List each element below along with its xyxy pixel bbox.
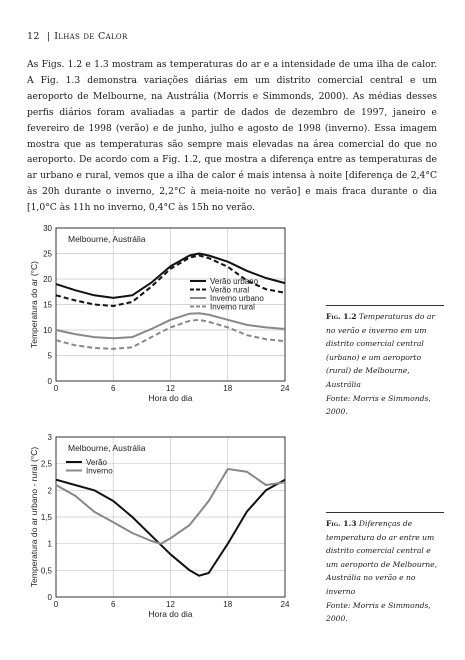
header-separator: | (46, 31, 51, 42)
y-tick-label: 2 (47, 486, 52, 496)
y-tick-label: 15 (43, 300, 52, 310)
series-line (56, 480, 285, 576)
y-tick-label: 1,5 (40, 513, 52, 522)
plot-frame (56, 228, 285, 381)
x-tick-label: 12 (166, 384, 175, 393)
y-axis-label: Temperatura do ar (°C) (29, 260, 39, 349)
x-tick-label: 24 (280, 600, 290, 609)
y-tick-label: 0 (47, 377, 52, 386)
legend-label: Verão rural (210, 285, 250, 295)
x-tick-label: 12 (166, 600, 175, 609)
chapter-title: Ilhas de Calor (54, 31, 128, 42)
x-tick-label: 0 (53, 384, 59, 393)
y-tick-label: 30 (43, 224, 52, 233)
figure-1-3-caption (326, 512, 444, 626)
figure-1-2-text: Temperaturas do ar no verão e inverno em um distrito comercial central (urbano) e um aeroporto (rural) de Melbourne, Austrália (326, 312, 436, 389)
legend-label: Verão urbano (210, 277, 259, 286)
figure-1-2-caption (326, 305, 444, 419)
series-line (56, 254, 285, 298)
y-tick-label: 1 (47, 539, 52, 549)
series-line (56, 466, 285, 544)
y-tick-label: 2,5 (40, 459, 52, 469)
legend-label: Inverno rural (210, 302, 255, 312)
legend-label: Inverno (86, 466, 113, 476)
figure-1-2-number: Fig. 1.2 (326, 312, 357, 321)
x-tick-label: 18 (223, 600, 233, 609)
y-tick-label: 25 (43, 249, 52, 259)
figure-1-2-source: Fonte: Morris e Simmonds, 2000. (326, 393, 431, 417)
y-tick-label: 0,5 (40, 566, 52, 576)
x-axis-label: Hora do dia (148, 609, 193, 619)
series-line (56, 256, 285, 307)
figure-1-3-number: Fig. 1.3 (326, 519, 357, 528)
series-line (56, 320, 285, 349)
figure-1-3-source: Fonte: Morris e Simmonds, 2000. (326, 600, 431, 624)
figure-1-3-text: Diferenças de temperatura do ar entre um distrito comercial central e um aeroporto de Melbourne, Austrália no verão e no inverno (326, 519, 438, 596)
x-tick-label: 6 (111, 384, 116, 393)
y-tick-label: 20 (43, 275, 52, 284)
x-axis-label: Hora do dia (148, 393, 193, 403)
x-tick-label: 24 (280, 384, 290, 393)
y-tick-label: 5 (47, 351, 52, 361)
plot-frame (56, 437, 285, 597)
y-axis-label: Temperatura do ar urbano - rural (°C) (29, 446, 39, 588)
legend-label: Verão (86, 458, 107, 467)
legend-label: Inverno urbano (210, 294, 264, 303)
running-head (27, 31, 128, 42)
x-tick-label: 6 (111, 600, 116, 609)
x-tick-label: 18 (223, 384, 233, 393)
y-tick-label: 3 (47, 433, 52, 442)
body-paragraph: As Figs. 1.2 e 1.3 mostram as temperaturas do ar e a intensidade de uma ilha de calor. A Fig. 1.3 demonstra variações diárias em um distrito comercial central e um aeroporto de Melbourne, na Austrália (Morris e Simmonds, 2000). As médias desses perfis diários foram avaliadas a partir de dados de dezembro de 1997, janeiro e fevereiro de 1998 (verão) e de junho, julho e agosto de 1998 (inverno). Essa imagem mostra que as temperaturas são sempre mais elevadas na área comercial do que no aeroporto. De acordo com a Fig. 1.2, que mostra a diferença entre as temperaturas de ar urbano e rural, vemos que a ilha de calor é mais intensa à noite [diferença de 2,4°C às 20h durante o inverno, 2,2°C à meia-noite no verão] e mais fraca durante o dia [1,0°C às 11h no inverno, 0,4°C às 15h no verão. (27, 59, 437, 214)
page-number: 12 (27, 31, 40, 42)
series-line (56, 313, 285, 338)
y-tick-label: 0 (47, 593, 52, 602)
chart-annotation: Melbourne, Austrália (68, 443, 146, 453)
chart-annotation: Melbourne, Austrália (68, 234, 146, 244)
y-tick-label: 10 (43, 326, 52, 335)
x-tick-label: 0 (53, 600, 59, 609)
